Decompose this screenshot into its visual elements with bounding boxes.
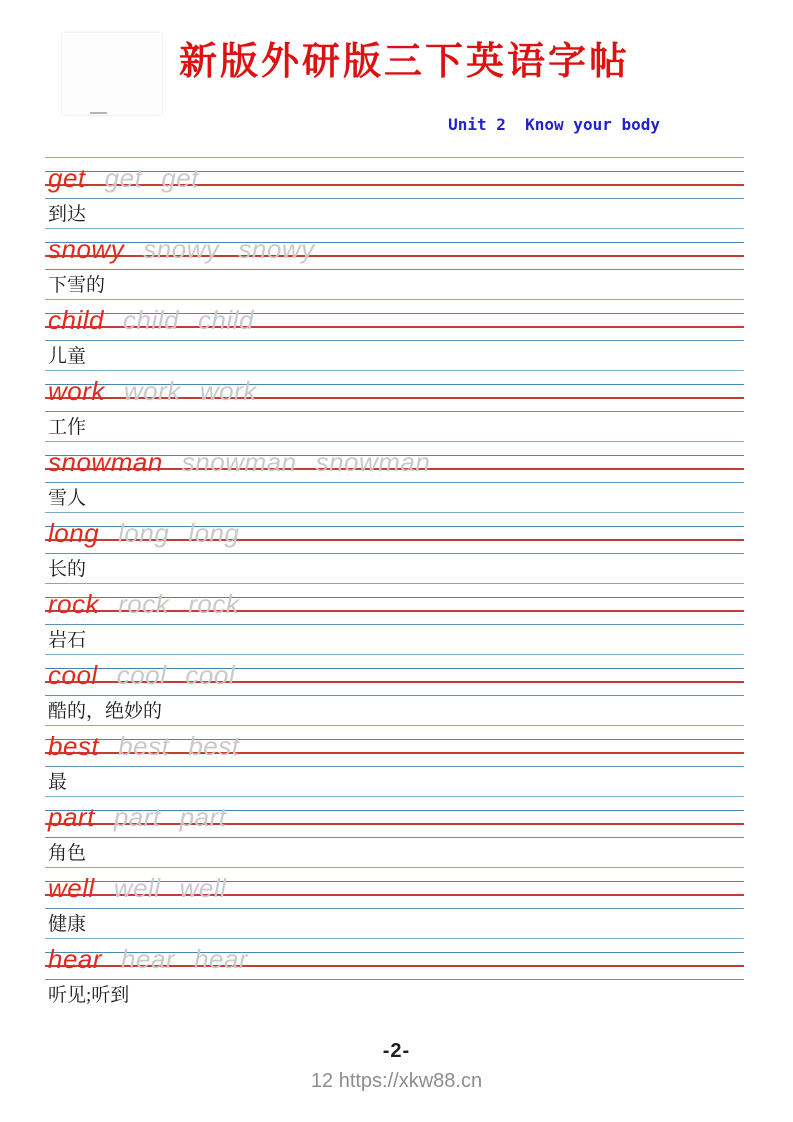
word-meaning: 酷的，绝妙的: [48, 701, 163, 722]
word-sample: get: [48, 163, 86, 193]
writing-guide: [45, 796, 744, 837]
word-meaning: 角色: [48, 843, 87, 864]
word-sample: child: [48, 305, 104, 335]
word-meaning: 到达: [48, 204, 87, 225]
guide-line-bottom: [45, 340, 744, 341]
word-trace: well: [113, 873, 161, 903]
word-trace: snowy: [143, 234, 220, 264]
word-meaning: 下雪的: [48, 275, 106, 296]
word-practice-row: [45, 157, 744, 228]
word-meaning: 长的: [48, 559, 87, 580]
writing-guide: [45, 654, 744, 695]
word-sample: long: [48, 518, 100, 548]
word-sample: work: [48, 376, 105, 406]
word-meaning: 工作: [48, 417, 87, 438]
word-practice-row: [45, 725, 744, 796]
page-title: 新版外研版三下英语字帖: [178, 41, 630, 83]
word-trace: well: [179, 873, 227, 903]
word-trace: snowy: [238, 234, 315, 264]
word-line: [48, 441, 744, 482]
word-trace: rock: [188, 589, 240, 619]
word-trace: child: [197, 305, 254, 335]
word-practice-row: [45, 583, 744, 654]
writing-guide: [45, 299, 744, 340]
word-practice-row: [45, 512, 744, 583]
unit-title: Unit 2 Know your body: [448, 115, 660, 134]
footer-url: 12 https://xkw88.cn: [310, 1070, 483, 1092]
word-trace: rock: [118, 589, 170, 619]
word-line: [48, 157, 744, 198]
word-trace: work: [199, 376, 257, 406]
word-line: [48, 370, 744, 411]
word-sample: part: [48, 802, 95, 832]
word-list: [45, 157, 744, 1009]
word-line: [48, 228, 744, 269]
word-meaning: 听见;听到: [48, 985, 130, 1006]
guide-line-bottom: [45, 482, 744, 483]
word-practice-row: [45, 938, 744, 1009]
word-trace: long: [188, 518, 240, 548]
word-meaning: 雪人: [48, 488, 87, 509]
guide-line-bottom: [45, 837, 744, 838]
writing-guide: [45, 370, 744, 411]
writing-guide: [45, 725, 744, 766]
word-line: [48, 867, 744, 908]
guide-line-bottom: [45, 553, 744, 554]
word-line: [48, 938, 744, 979]
word-trace: part: [113, 802, 161, 832]
writing-guide: [45, 583, 744, 624]
word-sample: best: [48, 731, 100, 761]
guide-line-bottom: [45, 198, 744, 199]
writing-guide: [45, 157, 744, 198]
guide-line-bottom: [45, 624, 744, 625]
word-practice-row: [45, 441, 744, 512]
page-footer: [0, 1040, 793, 1093]
writing-guide: [45, 228, 744, 269]
word-trace: hear: [194, 944, 249, 974]
writing-guide: [45, 867, 744, 908]
word-line: [48, 654, 744, 695]
word-line: [48, 299, 744, 340]
guide-line-bottom: [45, 695, 744, 696]
word-trace: hear: [121, 944, 176, 974]
word-sample: snowman: [48, 447, 163, 477]
word-meaning: 健康: [48, 914, 87, 935]
word-line: [48, 725, 744, 766]
word-line: [48, 512, 744, 553]
guide-line-bottom: [45, 269, 744, 270]
word-meaning: 最: [48, 772, 68, 793]
smudge-mark: [90, 112, 107, 114]
word-trace: best: [118, 731, 170, 761]
word-trace: get: [104, 163, 143, 193]
word-sample: snowy: [48, 234, 125, 264]
word-trace: cool: [116, 660, 167, 690]
word-practice-row: [45, 299, 744, 370]
guide-line-bottom: [45, 908, 744, 909]
word-practice-row: [45, 867, 744, 938]
page-number: -2-: [382, 1040, 411, 1062]
writing-guide: [45, 441, 744, 482]
word-trace: best: [188, 731, 240, 761]
word-trace: long: [118, 518, 170, 548]
word-meaning: 儿童: [48, 346, 87, 367]
word-trace: part: [179, 802, 227, 832]
word-sample: rock: [48, 589, 100, 619]
word-practice-row: [45, 370, 744, 441]
word-meaning: 岩石: [48, 630, 87, 651]
word-trace: child: [122, 305, 179, 335]
word-sample: cool: [48, 660, 98, 690]
word-practice-row: [45, 654, 744, 725]
word-trace: get: [161, 163, 199, 193]
guide-line-bottom: [45, 411, 744, 412]
word-practice-row: [45, 228, 744, 299]
word-practice-row: [45, 796, 744, 867]
word-trace: work: [123, 376, 181, 406]
writing-guide: [45, 938, 744, 979]
word-sample: hear: [48, 944, 103, 974]
word-trace: snowman: [315, 447, 431, 477]
guide-line-bottom: [45, 766, 744, 767]
word-trace: snowman: [181, 447, 297, 477]
guide-line-bottom: [45, 979, 744, 980]
writing-guide: [45, 512, 744, 553]
word-sample: well: [48, 873, 95, 903]
word-line: [48, 583, 744, 624]
word-line: [48, 796, 744, 837]
word-trace: cool: [185, 660, 236, 690]
